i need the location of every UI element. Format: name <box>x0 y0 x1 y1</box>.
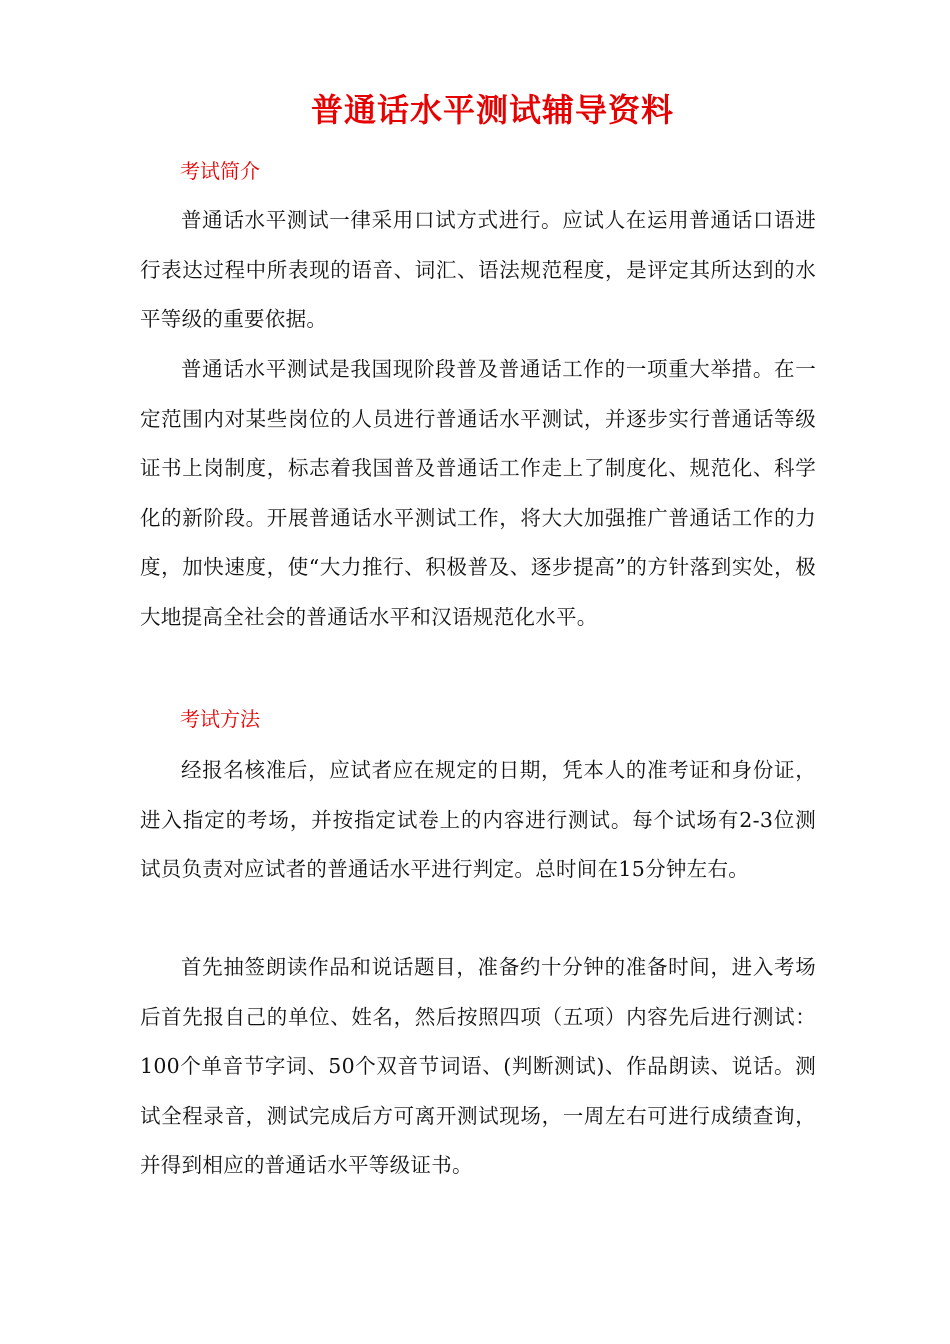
paragraph-intro-2: 普通话水平测试是我国现阶段普及普通话工作的一项重大举措。在一定范围内对某些岗位的人员进行普通话水平测试，并逐步实行普通话等级证书上岗制度，标志着我国普及普通话工作走上了制度化、规范化、科学化的新阶段。开展普通话水平测试工作，将大大加强推广普通话工作的力度，加快速度，使“大力推行、积极普及、逐步提高”的方针落到实处，极大地提高全社会的普通话水平和汉语规范化水平。 <box>140 357 816 629</box>
paragraph-intro-1: 普通话水平测试一律采用口试方式进行。应试人在运用普通话口语进行表达过程中所表现的语音、词汇、语法规范程度，是评定其所达到的水平等级的重要依据。 <box>140 208 816 332</box>
section-heading-intro: 考试简介 <box>180 159 260 183</box>
section-heading-method: 考试方法 <box>180 707 260 731</box>
paragraph-method-2: 首先抽签朗读作品和说话题目，准备约十分钟的准备时间，进入考场后首先报自己的单位、姓名，然后按照四项（五项）内容先后进行测试：100个单音节字词、50个双音节词语、(判断测试)、作品朗读、说话。测试全程录音，测试完成后方可离开测试现场，一周左右可进行成绩查询，并得到相应的普通话水平等级证书。 <box>140 955 816 1178</box>
document-title: 普通话水平测试辅导资料 <box>310 91 674 129</box>
paragraph-method-1: 经报名核准后，应试者应在规定的日期，凭本人的准考证和身份证，进入指定的考场，并按指定试卷上的内容进行测试。每个试场有2-3位测试员负责对应试者的普通话水平进行判定。总时间在15分钟左右。 <box>140 758 816 882</box>
